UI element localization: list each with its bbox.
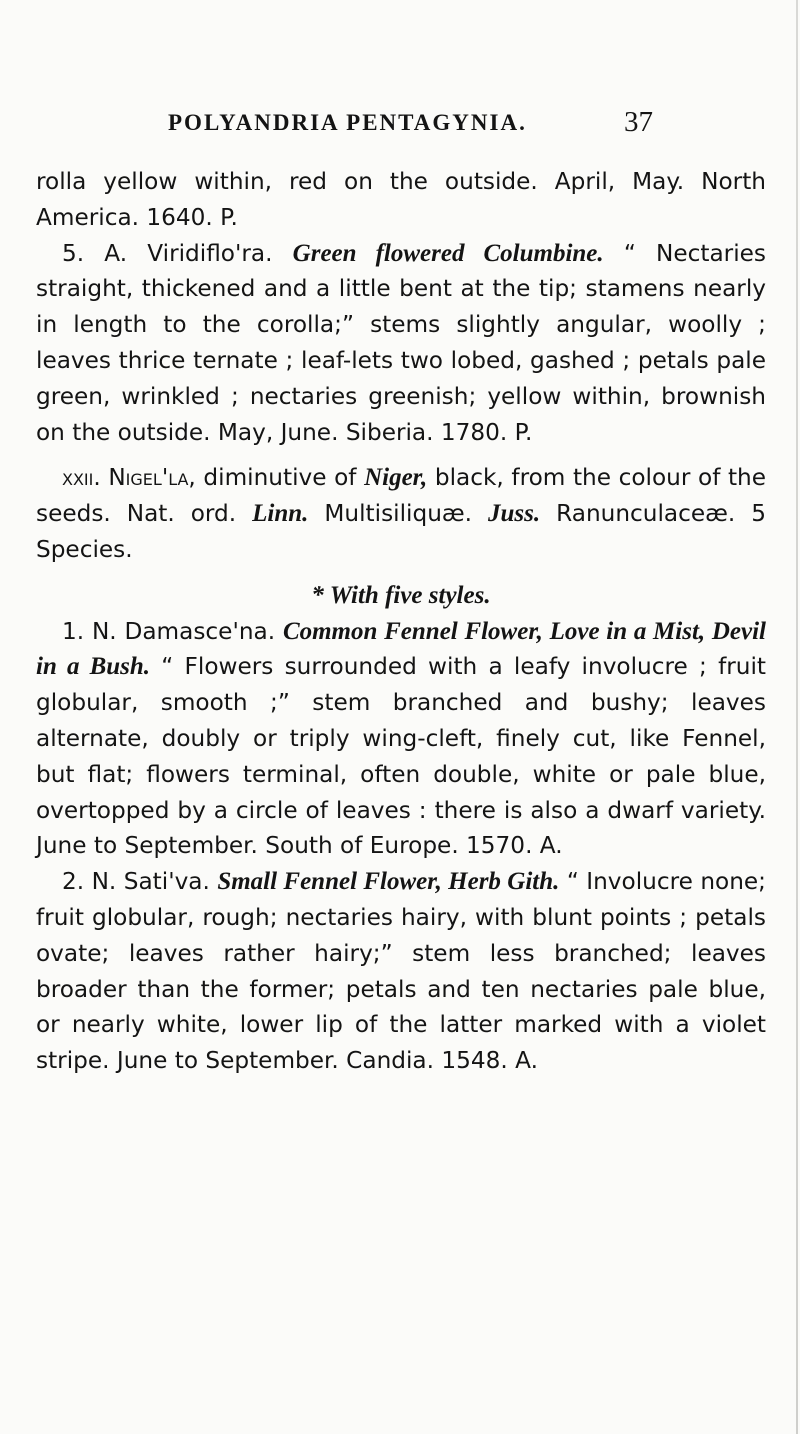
juss-abbrev: Juss.	[488, 500, 541, 528]
paragraph-continuation	[36, 164, 766, 236]
genus-heading: xxii. Nigel'la,	[62, 464, 196, 492]
continuation-text: rolla yellow within, red on the outside. April, May. North America. 1640. P.	[36, 168, 766, 231]
entry-description: “ Flowers surrounded with a leafy involucre ; fruit globular, smooth ;” stem branched and bushy; leaves alternate, doubly or triply wing-cleft, finely cut, like Fennel, but flat; flowers terminal, often double, white or pale blue, overtopped by a circle of leaves : there is also a dwarf variety. June to September. South of Europe. 1570. A.	[36, 653, 766, 860]
linn-abbrev: Linn.	[252, 500, 309, 528]
entry-viridiflora	[36, 236, 766, 451]
entry-number: 5. A. Viridiflo'ra.	[62, 239, 273, 267]
entry-sativa	[36, 864, 766, 1079]
entry-number: 1. N. Damasce'na.	[62, 617, 276, 645]
page-edge	[796, 0, 798, 1434]
genus-text: black, from the colour of the seeds. Nat. ord.	[36, 464, 767, 528]
page-number: 37	[624, 106, 653, 138]
common-name: Common Fennel Flower, Love in a Mist, Devil in a Bush.	[36, 617, 767, 681]
section-heading	[36, 578, 766, 614]
genus-nigella	[36, 460, 766, 567]
running-title: POLYANDRIA PENTAGYNIA.	[168, 110, 527, 135]
entry-description: “ Involucre none; fruit globular, rough; nectaries hairy, with blunt points ; petals ovate; leaves rather hairy;” stem less branched; leaves broader than the former; petals and ten nectaries pale blue, or nearly white, lower lip of the latter marked with a violet stripe. June to September. Candia. 1548. A.	[36, 868, 766, 1075]
entry-description: “ Nectaries straight, thickened and a little bent at the tip; stamens nearly in length to the corolla;” stems slightly angular, woolly ; leaves thrice ternate ; leaf-lets two lobed, gashed ; petals pale green, wrinkled ; nectaries greenish; yellow within, brownish on the outside. May, June. Siberia. 1780. P.	[36, 239, 766, 446]
running-head	[0, 106, 800, 142]
entry-damascena	[36, 614, 766, 865]
page-text	[36, 164, 766, 1079]
common-name: Small Fennel Flower, Herb Gith.	[217, 868, 560, 896]
section-title: * With five styles.	[311, 581, 491, 609]
common-name: Green flowered Columbine.	[292, 239, 604, 267]
etymology-word: Niger,	[364, 464, 428, 492]
genus-text: Ranunculaceæ. 5 Species.	[36, 500, 767, 563]
entry-number: 2. N. Sati'va.	[62, 868, 210, 896]
genus-text: Multisiliquæ.	[324, 500, 473, 528]
genus-text: diminutive of	[203, 464, 357, 492]
